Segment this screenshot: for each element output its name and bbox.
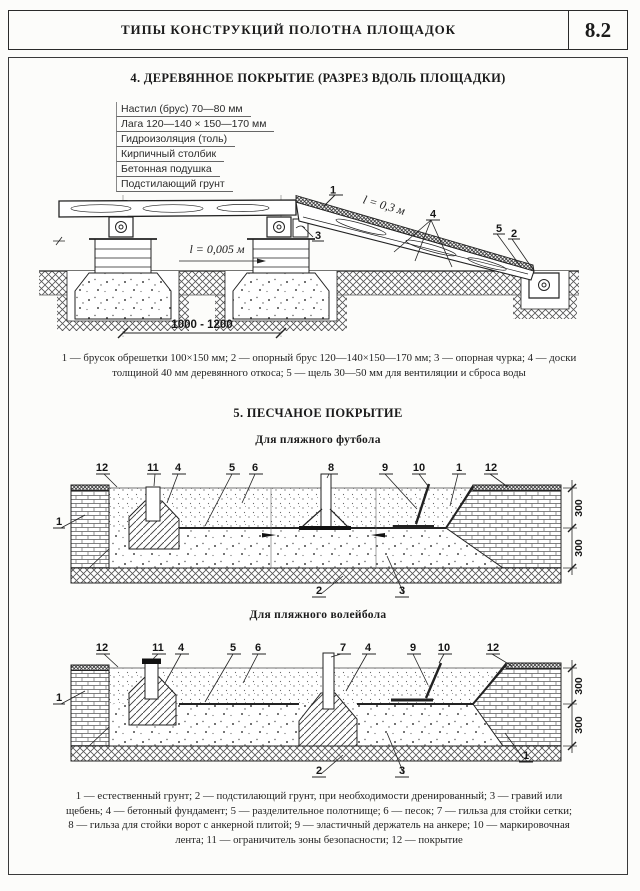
- callout-number: 7: [339, 642, 347, 654]
- callout-number: 12: [486, 642, 500, 654]
- callout-number: 1: [55, 692, 63, 704]
- deck-slope-value: l = 0,005 м: [189, 242, 245, 256]
- legend-line: 8 — гильза для стойки ворот с анкерной плитой; 9 — эластичный держатель на анкере; 10 — маркировочная: [68, 819, 570, 831]
- callout-number: 3: [398, 585, 406, 597]
- part-label-4: 4: [429, 208, 437, 221]
- callout-number: 11: [147, 462, 159, 474]
- page-title: ТИПЫ КОНСТРУКЦИЙ ПОЛОТНА ПЛОЩАДОК: [120, 22, 457, 37]
- page-header: [8, 10, 628, 50]
- part-label-2: 2: [510, 228, 518, 240]
- callout-gidroizolyaciya: Гидроизоляция (толь): [116, 132, 235, 147]
- part-label-3: 3: [314, 230, 322, 242]
- callout-number: 12: [95, 642, 109, 654]
- beach-volleyball-drawing: [31, 629, 611, 789]
- callout-number: 12: [95, 462, 109, 474]
- callout-number: 3: [398, 765, 406, 777]
- section5-title: 5. ПЕСЧАНОЕ ПОКРЫТИЕ: [233, 406, 403, 420]
- volleyball-subtitle: Для пляжного волейбола: [249, 609, 387, 621]
- callout-number: 5: [229, 642, 237, 654]
- callout-number: 1: [55, 516, 63, 528]
- callout-number: 11: [152, 642, 164, 654]
- callout-number: 1: [522, 750, 530, 762]
- content-frame: [8, 57, 628, 875]
- callout-podushka: Бетонная подушка: [116, 162, 220, 177]
- callout-number: 1: [455, 462, 463, 474]
- span-dimension: 1000 - 1200: [171, 319, 233, 331]
- dim-300-upper: 300: [573, 677, 585, 695]
- dim-300-lower: 300: [573, 716, 585, 734]
- callout-number: 6: [251, 462, 259, 474]
- callout-nastil: Настил (брус) 70—80 мм: [116, 102, 251, 117]
- callout-number: 4: [364, 642, 372, 654]
- callout-number: 2: [315, 765, 323, 777]
- section-code: 8.2: [568, 11, 627, 49]
- callout-number: 5: [228, 462, 236, 474]
- callout-number: 4: [174, 462, 182, 474]
- callout-number: 4: [177, 642, 185, 654]
- callout-number: 10: [412, 462, 426, 474]
- callout-number: 2: [315, 585, 323, 597]
- callout-number: 12: [484, 462, 498, 474]
- football-subtitle: Для пляжного футбола: [255, 434, 381, 446]
- part-label-5: 5: [495, 223, 503, 235]
- legend-line: 1 — брусок обрешетки 100×150 мм; 2 — опорный брус 120—140×150—170 мм; 3 — опорная чурка; 4 — доски: [61, 352, 577, 364]
- callout-number: 10: [437, 642, 451, 654]
- legend-line: толщиной 40 мм деревянного откоса; 5 — щель 30—50 мм для вентиляции и сброса воды: [112, 366, 526, 379]
- callout-number: 9: [409, 642, 417, 654]
- ramp-slope-value: l = 0,3 м: [361, 192, 407, 218]
- drawing4-legend: [27, 351, 611, 380]
- beach-football-drawing: [31, 451, 611, 606]
- legend-line: щебень; 4 — бетонный фундамент; 5 — разделительное полотнище; 6 — песок; 7 — гильза для стойки сетки;: [65, 804, 573, 817]
- legend-line: 1 — естественный грунт; 2 — подстилающий грунт, при необходимости дренированный; 3 — гравий или: [75, 790, 563, 802]
- dim-300-lower: 300: [573, 539, 585, 557]
- callout-number: 8: [327, 462, 335, 474]
- section5-legend: [27, 789, 611, 847]
- dim-300-upper: 300: [573, 499, 585, 517]
- legend-line: лента; 11 — ограничитель зоны безопасности; 12 — покрытие: [175, 833, 463, 846]
- callout-laga: Лага 120—140 × 150—170 мм: [116, 117, 274, 132]
- callout-stolbik: Кирпичный столбик: [116, 147, 224, 162]
- callout-number: 9: [381, 462, 389, 474]
- section4-title: 4. ДЕРЕВЯННОЕ ПОКРЫТИЕ (РАЗРЕЗ ВДОЛЬ ПЛОЩАДКИ): [130, 71, 506, 85]
- material-callouts: [116, 102, 274, 192]
- part-label-1: 1: [329, 184, 337, 197]
- callout-grunt: Подстилающий грунт: [116, 177, 233, 192]
- callout-number: 6: [254, 642, 262, 654]
